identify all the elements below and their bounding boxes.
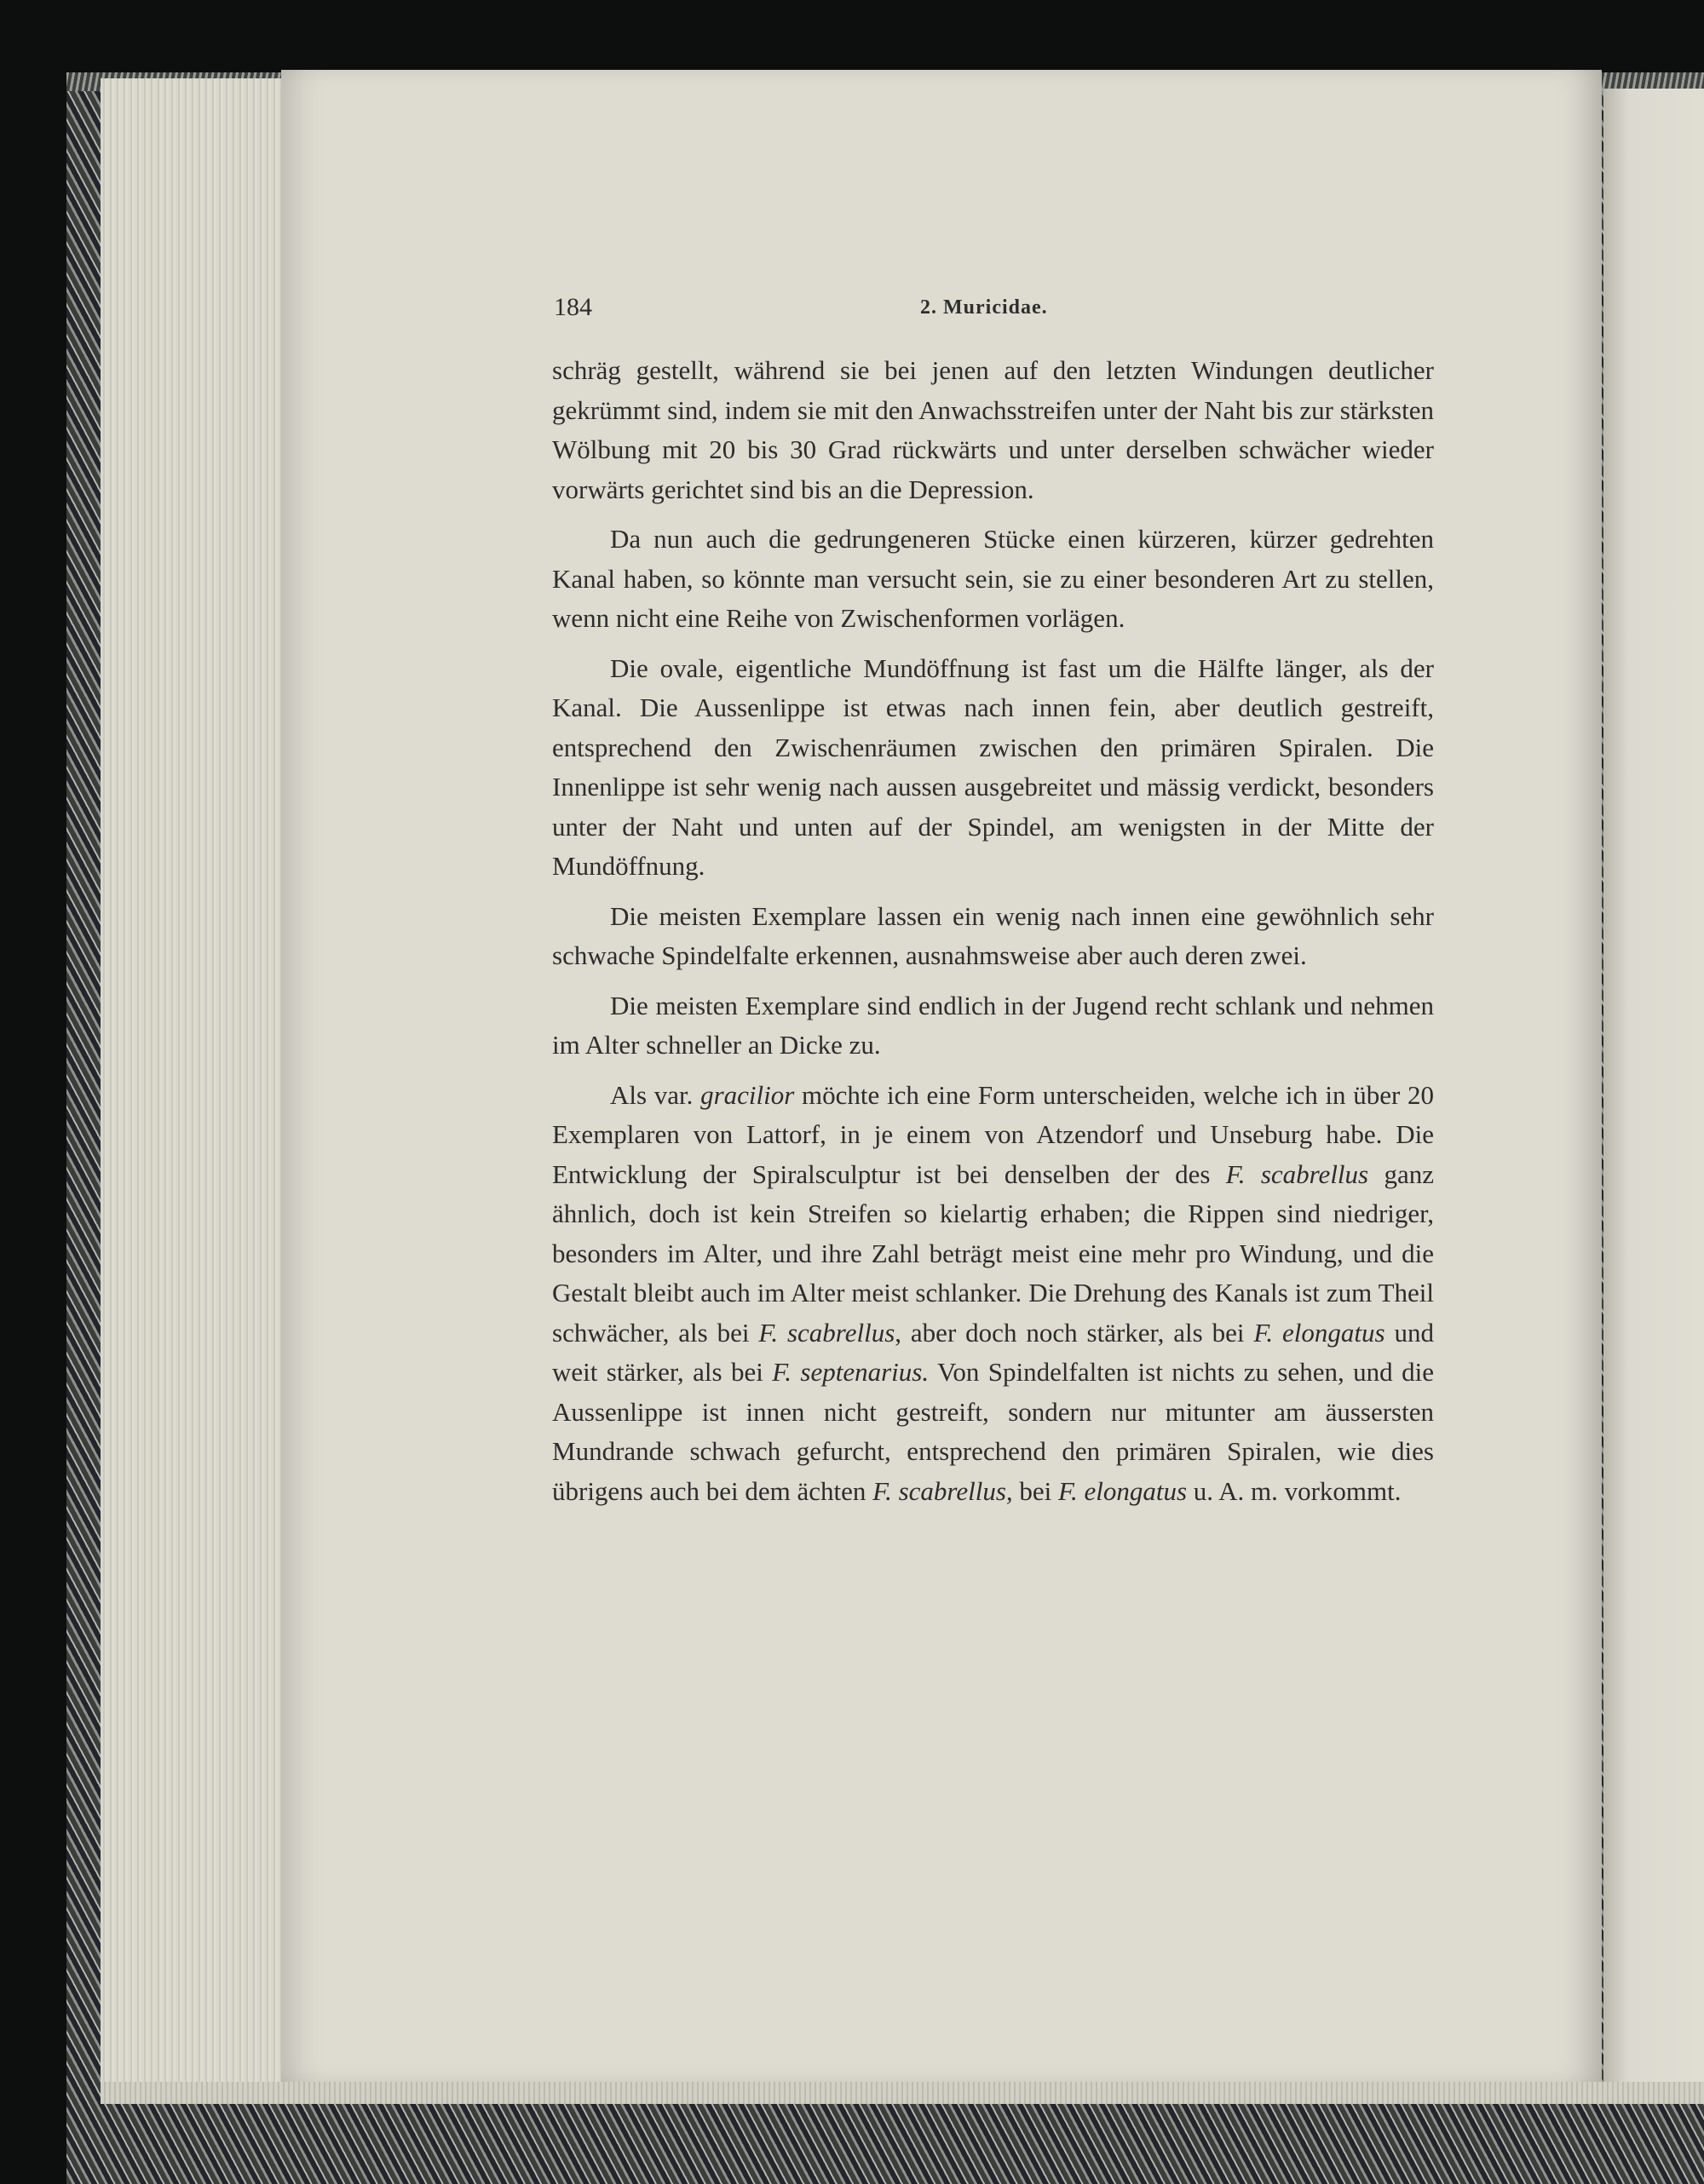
page-header — [554, 293, 1431, 327]
page-number: 184 — [554, 293, 592, 321]
text-run: und weit stärker, als bei — [552, 1317, 1434, 1387]
paragraph — [552, 897, 1434, 976]
paragraph — [552, 986, 1434, 1066]
species-name: gracilior — [700, 1079, 795, 1110]
facing-page-edge — [1603, 89, 1704, 2082]
text-run: Die meisten Exemplare lassen ein wenig nach innen eine gewöhnlich sehr schwache Spindelfalte erkennen, ausnahmsweise aber auch deren zwei. — [552, 900, 1434, 970]
species-name: F. septenarius. — [772, 1357, 930, 1387]
species-name: F. elongatus — [1253, 1317, 1385, 1348]
body-text — [552, 351, 1434, 1521]
text-run: möchte ich eine Form unterscheiden, welche ich in über 20 Exemplaren von Lattorf, in je einem von Atzendorf und Unseburg habe. Die Entwicklung der Spiralsculptur ist bei denselben der des — [552, 1079, 1435, 1189]
species-name: F. scabrellus — [1225, 1158, 1369, 1189]
paragraph — [552, 520, 1434, 639]
paragraph — [552, 1076, 1434, 1512]
text-run: Als var. — [610, 1079, 701, 1110]
text-run: u. A. m. vorkommt. — [1187, 1475, 1402, 1506]
page-bottom-edge — [101, 2082, 1704, 2104]
text-run: bei — [1012, 1475, 1059, 1506]
species-name: F. scabrellus — [758, 1317, 895, 1348]
text-run: , aber doch noch stärker, als bei — [895, 1317, 1254, 1348]
section-title: 2. Muricidae. — [920, 296, 1048, 319]
text-run: Die meisten Exemplare sind endlich in der Jugend recht schlank und nehmen im Alter schneller an Dicke zu. — [552, 990, 1434, 1060]
paragraph — [552, 649, 1434, 887]
paragraph — [552, 351, 1434, 509]
text-run: Von Spindelfalten ist nichts zu sehen, und die Aussenlippe ist innen nicht gestreift, sondern nur mitunter am äussersten Mundrande schwach gefurcht, entsprechend den primären Spiralen, wie dies übrigens auch bei dem ächten — [552, 1357, 1434, 1506]
page-stack-edge — [101, 78, 288, 2087]
text-run: Da nun auch die gedrungeneren Stücke einen kürzeren, kürzer gedrehten Kanal haben, so könnte man versucht sein, sie zu einer besonderen Art zu stellen, wenn nicht eine Reihe von Zwischenformen vorlägen. — [552, 524, 1434, 633]
species-name: F. elongatus — [1058, 1475, 1188, 1506]
text-run: Die ovale, eigentliche Mundöffnung ist fast um die Hälfte länger, als der Kanal. Die Aussenlippe ist etwas nach innen fein, aber deutlich gestreift, entsprechend den Zwischenräumen zwischen den primären Spiralen. Die Innenlippe ist sehr wenig nach aussen ausgebreitet und mässig verdickt, besonders unter der Naht und unten auf der Spindel, am wenigsten in der Mitte der Mundöffnung. — [552, 652, 1434, 881]
text-run: ganz ähnlich, doch ist kein Streifen so kielartig erhaben; die Rippen sind niedriger, besonders im Alter, und ihre Zahl beträgt meist eine mehr pro Windung, und die Gestalt bleibt auch im Alter meist schlanker. Die Drehung des Kanals ist zum Theil schwächer, als bei — [552, 1158, 1434, 1348]
species-name: F. scabrellus, — [872, 1475, 1013, 1506]
text-run: schräg gestellt, während sie bei jenen auf den letzten Windungen deutlicher gekrümmt sind, indem sie mit den Anwachsstreifen unter der Naht bis zur stärksten Wölbung mit 20 bis 30 Grad rückwärts und unter derselben schwächer wieder vorwärts gerichtet sind bis an die Depression. — [552, 355, 1434, 504]
